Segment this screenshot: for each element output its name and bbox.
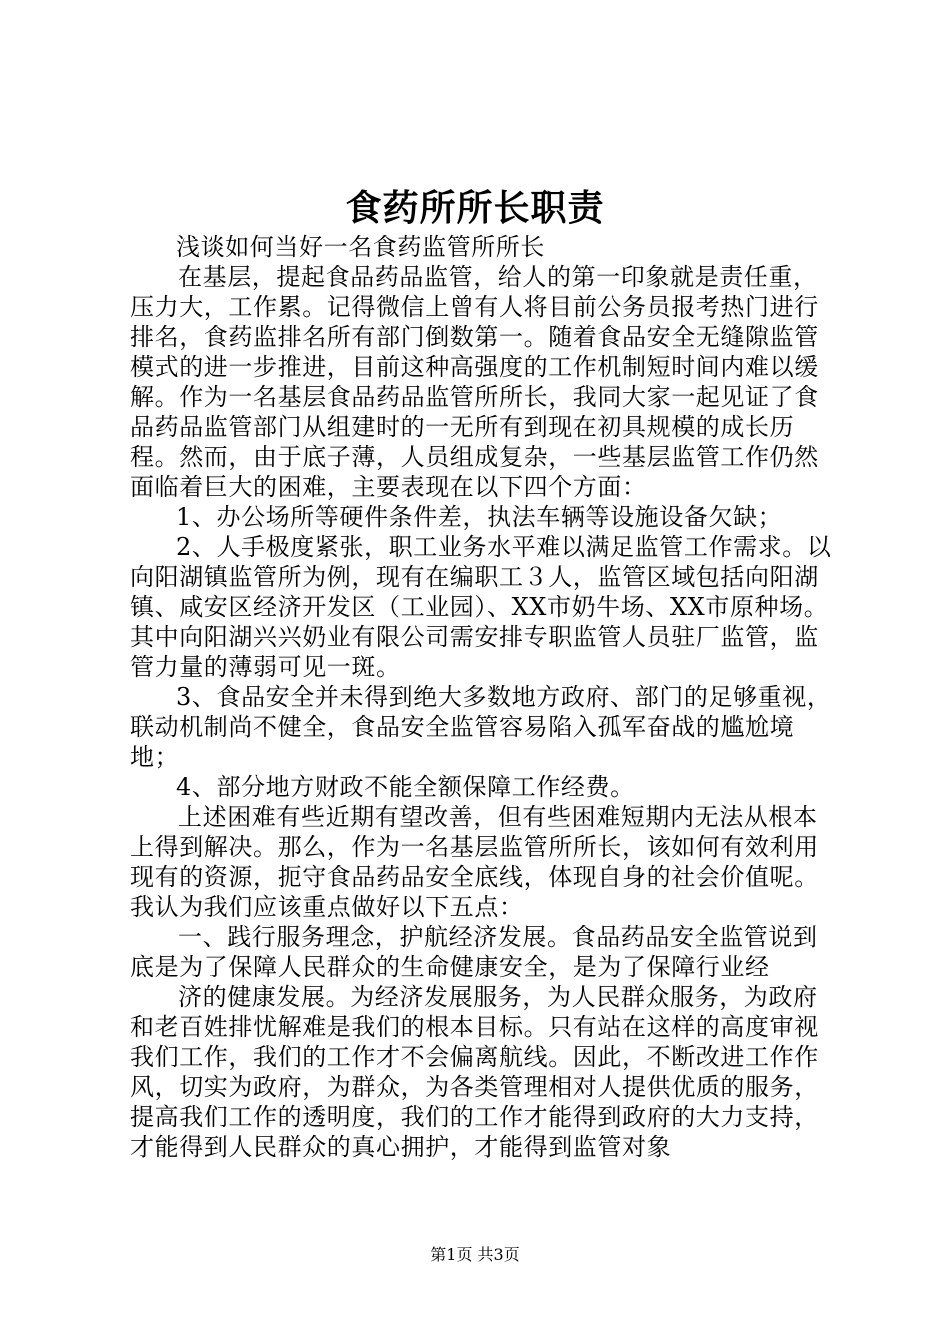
document-title: 食药所所长职责 xyxy=(345,187,605,229)
paragraph-item-2: 2、人手极度紧张，职工业务水平难以满足监管工作需求。以向阳湖镇监管所为例，现有在编职工３人，监管区域包括向阳湖镇、咸安区经济开发区（工业园）、XX市奶牛场、XX市原种场。其中向阳湖兴兴奶业有限公司需安排专职监管人员驻厂监管，监管力量的薄弱可见一斑。 xyxy=(130,533,832,681)
paragraph-subtitle: 浅谈如何当好一名食药监管所所长 xyxy=(176,233,545,261)
paragraph-point-1-continued: 济的健康发展。为经济发展服务，为人民群众服务，为政府和老百姓排忧解难是我们的根本目标。只有站在这样的高度审视我们工作，我们的工作才不会偏离航线。因此，不断改进工作作风，切实为政府，为群众，为各类管理相对人提供优质的服务，提高我们工作的透明度，我们的工作才能得到政府的大力支持，才能得到人民群众的真心拥护，才能得到监管对象 xyxy=(130,983,819,1161)
paragraph-item-3: 3、食品安全并未得到绝大多数地方政府、部门的足够重视，联动机制尚不健全，食品安全监管容易陷入孤军奋战的尴尬境地； xyxy=(130,683,832,771)
paragraph-transition: 上述困难有些近期有望改善，但有些困难短期内无法从根本上得到解决。那么，作为一名基层监管所所长，该如何有效利用现有的资源，扼守食品药品安全底线，体现自身的社会价值呢。我认为我们应该重点做好以下五点： xyxy=(130,803,819,921)
paragraph-item-4: 4、部分地方财政不能全额保障工作经费。 xyxy=(176,773,635,801)
document-body xyxy=(130,232,842,1162)
paragraph-item-1: 1、办公场所等硬件条件差，执法车辆等设施设备欠缺； xyxy=(176,503,783,531)
page-footer: 第1页 共3页 xyxy=(430,1245,520,1264)
paragraph-point-1: 一、践行服务理念，护航经济发展。食品药品安全监管说到底是为了保障人民群众的生命健康安全，是为了保障行业经 xyxy=(130,923,818,981)
paragraph-intro: 在基层，提起食品药品监管，给人的第一印象就是责任重，压力大，工作累。记得微信上曾有人将目前公务员报考热门进行排名，食药监排名所有部门倒数第一。随着食品安全无缝隙监管模式的进一步推进，目前这种高强度的工作机制短时间内难以缓解。作为一名基层食品药品监管所所长，我同大家一起见证了食品药品监管部门从组建时的一无所有到现在初具规模的成长历程。然而，由于底子薄，人员组成复杂，一些基层监管工作仍然面临着巨大的困难，主要表现在以下四个方面： xyxy=(130,263,819,501)
